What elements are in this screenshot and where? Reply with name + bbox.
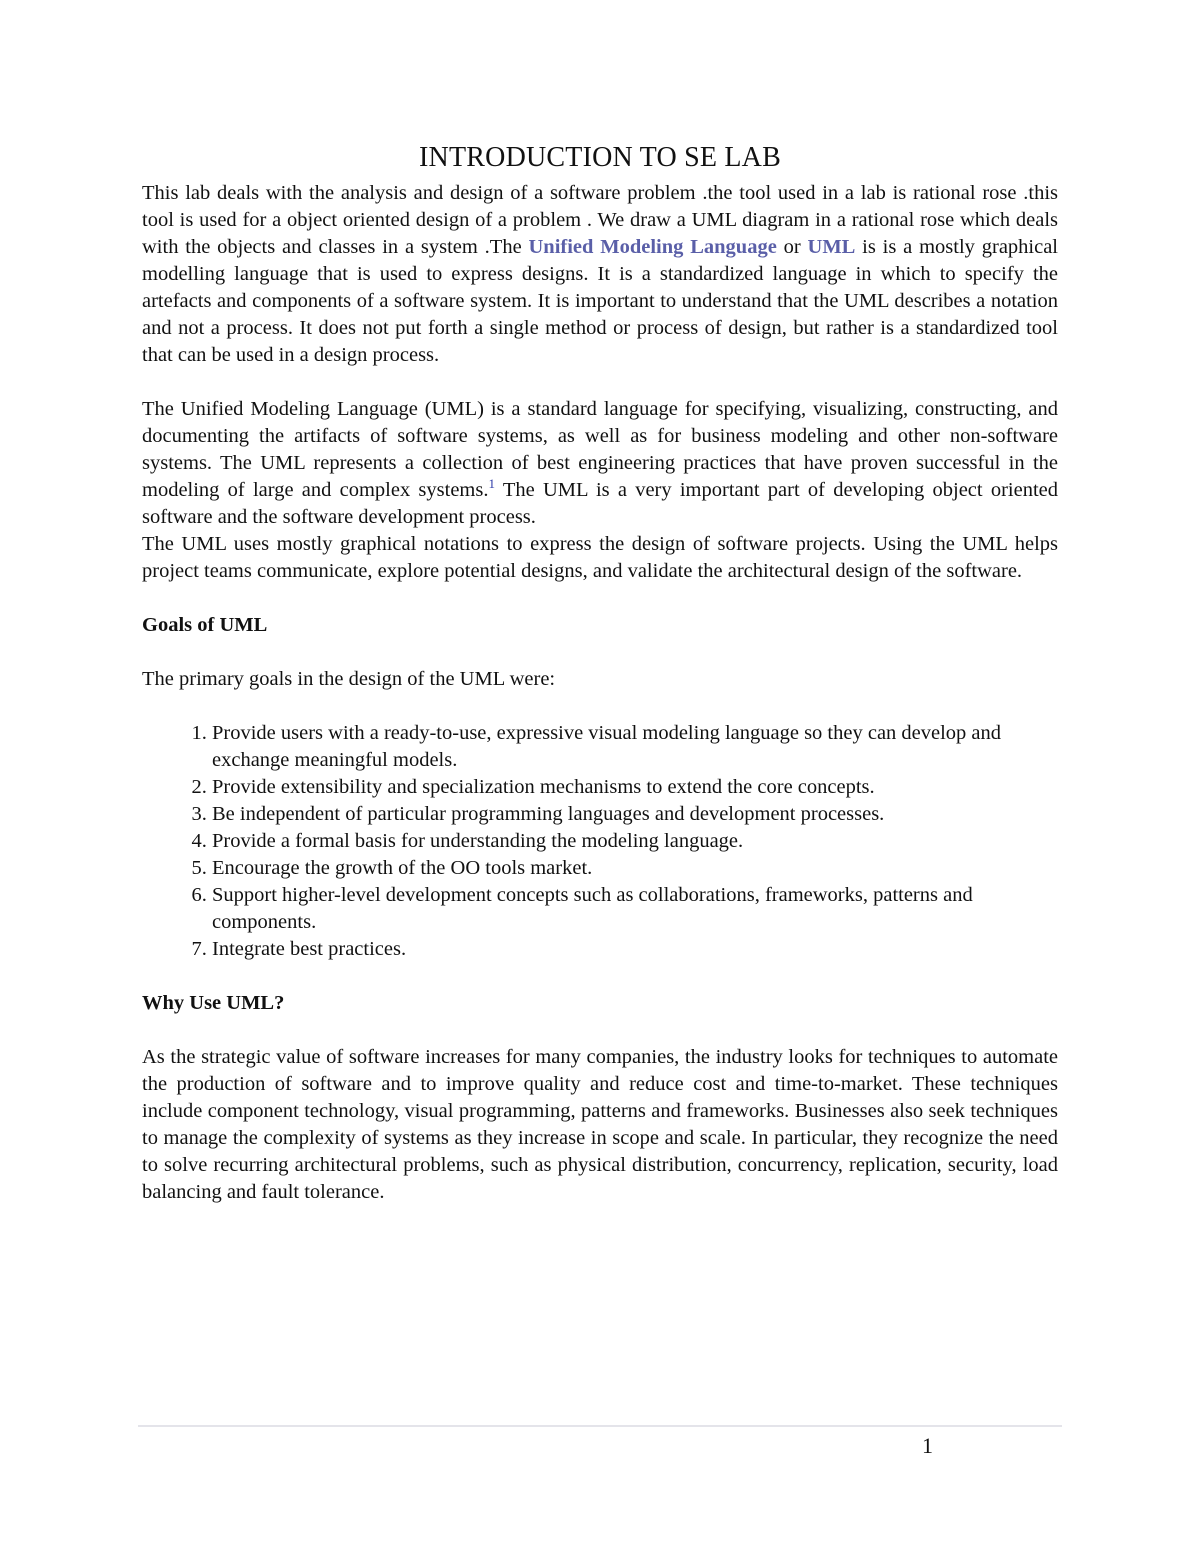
unified-modeling-language-link[interactable]: Unified Modeling Language — [528, 236, 777, 258]
list-item: 4. Provide a formal basis for understanding the modeling language. — [212, 828, 1058, 855]
page-title: INTRODUCTION TO SE LAB — [419, 142, 781, 173]
paragraph-gap — [142, 963, 1058, 990]
paragraph-gap — [142, 639, 1058, 666]
definition-text-2: The UML is a very important part of developing object oriented software and the software development process. — [142, 479, 1058, 528]
footer-divider — [138, 1425, 1062, 1427]
why-heading: Why Use UML? — [142, 992, 285, 1014]
intro-text-1: This lab deals with the analysis and design of a software problem .the tool used in a lab is rational rose .this tool is used for a object oriented design of a problem . We draw a UML diagram in a rational rose which deals with the objects and classes in a system .The — [142, 182, 1058, 258]
list-item: 2. Provide extensibility and specialization mechanisms to extend the core concepts. — [212, 774, 1058, 801]
paragraph-gap — [142, 693, 1058, 720]
definition-text-1: The Unified Modeling Language (UML) is a standard language for specifying, visualizing, constructing, and documenting the artifacts of software systems, as well as for business modeling and other non-software systems. The UML represents a collection of best engineering practices that have proven successful in the modeling of large and complex systems. — [142, 398, 1058, 501]
list-item: 3. Be independent of particular programming languages and development processes. — [212, 801, 1058, 828]
goals-list — [142, 720, 1058, 963]
uml-definition-paragraph — [142, 396, 1058, 531]
paragraph-gap — [142, 585, 1058, 612]
list-item: 1. Provide users with a ready-to-use, expressive visual modeling language so they can develop and exchange meaningful models. — [212, 720, 1058, 774]
paragraph-gap — [142, 1017, 1058, 1044]
goals-lead: The primary goals in the design of the UML were: — [142, 668, 556, 690]
why-paragraph: As the strategic value of software increases for many companies, the industry looks for techniques to automate the production of software and to improve quality and reduce cost and time-to-market. These techniques include component technology, visual programming, patterns and frameworks. Businesses also seek techniques to manage the complexity of systems as they increase in scope and scale. In particular, they recognize the need to solve recurring architectural problems, such as physical distribution, concurrency, replication, security, load balancing and fault tolerance. — [142, 1046, 1058, 1203]
intro-text-2: or — [776, 236, 808, 258]
intro-text-3: is is a mostly graphical modelling language that is used to express designs. It is a standardized language in which to specify the artefacts and components of a software system. It is important to understand that the UML describes a notation and not a process. It does not put forth a single method or process of design, but rather is a standardized tool that can be used in a design process. — [142, 236, 1059, 366]
paragraph-gap — [142, 369, 1058, 396]
list-item: 7. Integrate best practices. — [212, 936, 1058, 963]
goals-heading: Goals of UML — [142, 614, 268, 636]
list-item: 5. Encourage the growth of the OO tools market. — [212, 855, 1058, 882]
page-number: 1 — [922, 1433, 933, 1458]
footnote-reference[interactable]: 1 — [488, 476, 495, 492]
uml-link[interactable]: UML — [807, 236, 856, 258]
uml-usage-paragraph: The UML uses mostly graphical notations to express the design of software projects. Using the UML helps project teams communicate, explore potential designs, and validate the architectural design of the software. — [142, 533, 1058, 582]
intro-paragraph — [142, 180, 1058, 369]
list-item: 6. Support higher-level development concepts such as collaborations, frameworks, patterns and components. — [212, 882, 1058, 936]
document-body — [142, 140, 1058, 1206]
